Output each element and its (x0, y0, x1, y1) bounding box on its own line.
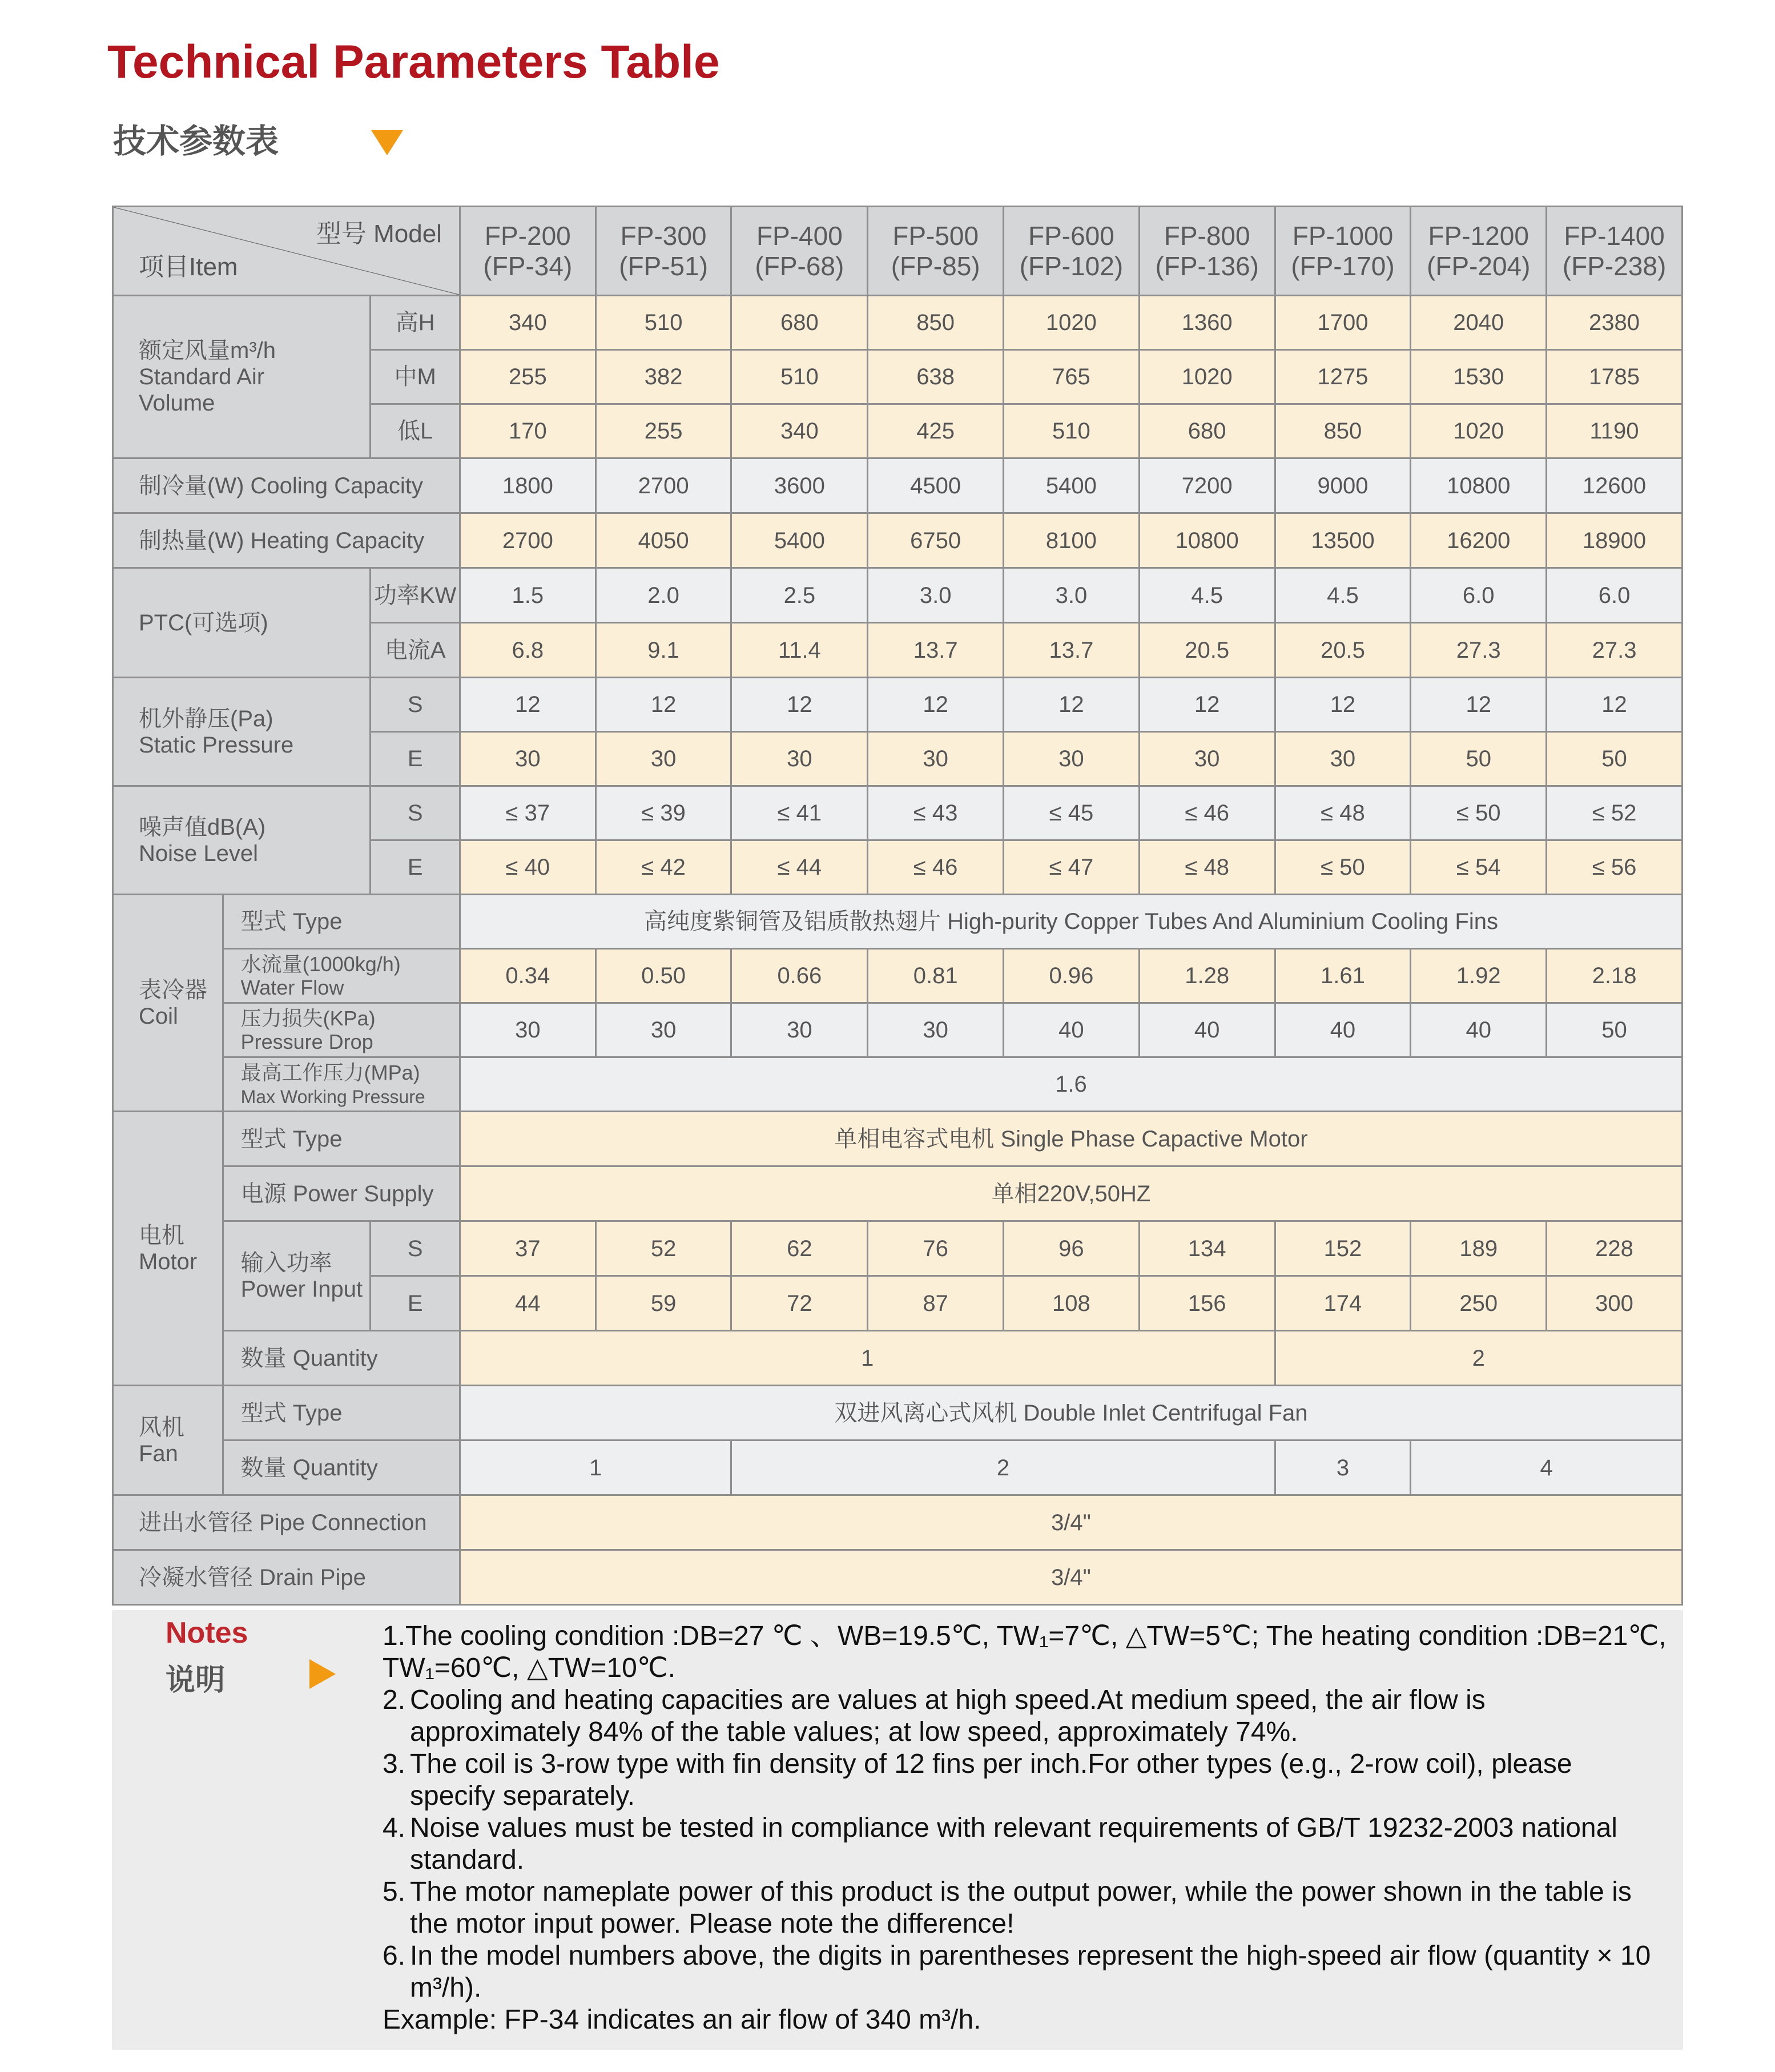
table-cell: 1 (460, 1441, 731, 1495)
table-cell: ≤ 54 (1411, 840, 1547, 895)
table-cell: 3 (1275, 1441, 1411, 1495)
table-cell: 30 (460, 1003, 595, 1057)
table-cell: 2.18 (1547, 949, 1683, 1003)
coil-type-value: 高纯度紫铜管及铝质散热翅片 High-purity Copper Tubes And Aluminium Cooling Fins (460, 895, 1682, 949)
table-cell: 2 (731, 1441, 1275, 1495)
table-cell: 0.34 (460, 949, 595, 1003)
table-cell: 7200 (1139, 458, 1275, 513)
power-supply-label: 电源 Power Supply (223, 1166, 460, 1221)
table-cell: ≤ 41 (731, 786, 868, 840)
table-cell: 30 (868, 1003, 1004, 1057)
table-cell: 1020 (1139, 350, 1275, 404)
table-cell: 30 (731, 732, 868, 786)
table-cell: 4 (1411, 1441, 1683, 1495)
table-cell: 108 (1004, 1276, 1140, 1331)
table-cell: 2700 (460, 513, 595, 568)
table-cell: 1020 (1004, 296, 1140, 350)
table-cell: 510 (731, 350, 868, 404)
model-header: FP-1000 (FP-170) (1275, 207, 1411, 296)
table-cell: 510 (1004, 404, 1140, 458)
table-cell: 1 (460, 1331, 1275, 1386)
table-cell: ≤ 48 (1139, 840, 1275, 895)
model-header: FP-300 (FP-51) (595, 207, 731, 296)
table-cell: 59 (595, 1276, 731, 1331)
table-cell: 156 (1139, 1276, 1275, 1331)
cooling-capacity-label: 制冷量(W) Cooling Capacity (113, 458, 460, 513)
table-cell: 20.5 (1139, 623, 1275, 678)
header-row (113, 207, 1683, 296)
table-cell: 2 (1275, 1331, 1682, 1386)
table-row (113, 1221, 1683, 1276)
pipe-connection-label: 进出水管径 Pipe Connection (113, 1495, 460, 1550)
table-row (113, 458, 1683, 513)
table-cell: ≤ 43 (868, 786, 1004, 840)
table-row (113, 1003, 1683, 1057)
table-cell: ≤ 46 (1139, 786, 1275, 840)
table-cell: 12 (1547, 678, 1683, 732)
table-cell: 1800 (460, 458, 595, 513)
model-header: FP-400 (FP-68) (731, 207, 868, 296)
table-cell: 62 (731, 1221, 868, 1276)
drain-pipe-label: 冷凝水管径 Drain Pipe (113, 1550, 460, 1605)
table-cell: 0.50 (595, 949, 731, 1003)
sub-label: S (371, 786, 460, 840)
table-cell: 9.1 (595, 623, 731, 678)
table-cell: 0.66 (731, 949, 868, 1003)
table-cell: 6750 (868, 513, 1004, 568)
motor-label: 电机 Motor (113, 1112, 223, 1386)
table-cell: 300 (1547, 1276, 1683, 1331)
table-cell: 5400 (731, 513, 868, 568)
table-cell: 76 (868, 1221, 1004, 1276)
table-cell: 1.61 (1275, 949, 1411, 1003)
static-pressure-label: 机外静压(Pa) Static Pressure (113, 678, 371, 786)
table-cell: 1020 (1411, 404, 1547, 458)
table-cell: 189 (1411, 1221, 1547, 1276)
coil-label: 表冷器 Coil (113, 895, 223, 1112)
table-cell: 1.5 (460, 568, 595, 623)
ptc-sub-label: 功率KW (371, 568, 460, 623)
table-cell: 2.5 (731, 568, 868, 623)
header-item-label: 项目Item (139, 253, 238, 281)
table-cell: 1.28 (1139, 949, 1275, 1003)
table-cell: 4.5 (1139, 568, 1275, 623)
note-item: 4. Noise values must be tested in compliance with relevant requirements of GB/T 19232-2003 national standard. (383, 1813, 1617, 1875)
header-corner (113, 207, 460, 296)
motor-type-label: 型式 Type (223, 1112, 460, 1166)
table-cell: 40 (1004, 1003, 1140, 1057)
noise-level-label: 噪声值dB(A) Noise Level (113, 786, 371, 895)
table-cell: 44 (460, 1276, 595, 1331)
table-cell: 12600 (1547, 458, 1683, 513)
notes-list (383, 1620, 1667, 2036)
table-cell: 152 (1275, 1221, 1411, 1276)
table-cell: 50 (1547, 732, 1683, 786)
motor-type-value: 单相电容式电机 Single Phase Capactive Motor (460, 1112, 1682, 1166)
table-cell: 228 (1547, 1221, 1683, 1276)
note-item: 6. In the model numbers above, the digits in parentheses represent the high-speed air flow (quantity × 10 m³/h). (383, 1941, 1651, 2003)
table-row (113, 513, 1683, 568)
table-cell: 340 (731, 404, 868, 458)
table-row (113, 1386, 1683, 1441)
table-cell: 12 (1411, 678, 1547, 732)
table-cell: 52 (595, 1221, 731, 1276)
air-volume-label: 额定风量m³/h Standard Air Volume (113, 296, 371, 458)
table-cell: 3.0 (868, 568, 1004, 623)
table-cell: 5400 (1004, 458, 1140, 513)
table-cell: 2040 (1411, 296, 1547, 350)
table-cell: 10800 (1411, 458, 1547, 513)
model-header: FP-1200 (FP-204) (1411, 207, 1547, 296)
table-cell: 4500 (868, 458, 1004, 513)
table-cell: 12 (731, 678, 868, 732)
table-cell: 765 (1004, 350, 1140, 404)
motor-quantity-label: 数量 Quantity (223, 1331, 460, 1386)
table-cell: 638 (868, 350, 1004, 404)
table-cell: ≤ 37 (460, 786, 595, 840)
table-cell: 30 (1275, 732, 1411, 786)
table-row (113, 786, 1683, 840)
table-cell: 1360 (1139, 296, 1275, 350)
pipe-connection-value: 3/4" (460, 1495, 1682, 1550)
table-cell: 382 (595, 350, 731, 404)
table-cell: 87 (868, 1276, 1004, 1331)
ptc-sub-label: 电流A (371, 623, 460, 678)
table-cell: 174 (1275, 1276, 1411, 1331)
table-row (113, 678, 1683, 732)
fan-type-value: 双进风离心式风机 Double Inlet Centrifugal Fan (460, 1386, 1682, 1441)
table-cell: 3.0 (1004, 568, 1140, 623)
sub-label: E (371, 732, 460, 786)
model-header: FP-200 (FP-34) (460, 207, 595, 296)
speed-label: 高H (371, 296, 460, 350)
table-cell: 680 (1139, 404, 1275, 458)
table-cell: 4.5 (1275, 568, 1411, 623)
table-cell: 12 (460, 678, 595, 732)
table-cell: 40 (1411, 1003, 1547, 1057)
table-cell: ≤ 42 (595, 840, 731, 895)
table-cell: 255 (595, 404, 731, 458)
sub-label: S (371, 1221, 460, 1276)
table-cell: ≤ 52 (1547, 786, 1683, 840)
table-cell: 2700 (595, 458, 731, 513)
table-cell: 9000 (1275, 458, 1411, 513)
table-cell: 850 (1275, 404, 1411, 458)
table-cell: 12 (1004, 678, 1140, 732)
table-cell: ≤ 39 (595, 786, 731, 840)
table-cell: 0.81 (868, 949, 1004, 1003)
table-cell: ≤ 56 (1547, 840, 1683, 895)
table-cell: 30 (595, 732, 731, 786)
table-cell: 1785 (1547, 350, 1683, 404)
table-cell: ≤ 46 (868, 840, 1004, 895)
table-cell: 1275 (1275, 350, 1411, 404)
table-cell: 680 (731, 296, 868, 350)
table-row (113, 1441, 1683, 1495)
table-cell: 170 (460, 404, 595, 458)
water-flow-label: 水流量(1000kg/h) Water Flow (223, 949, 460, 1003)
table-row (113, 1550, 1683, 1605)
table-cell: 96 (1004, 1221, 1140, 1276)
table-cell: ≤ 44 (731, 840, 868, 895)
parameters-table (112, 206, 1683, 1606)
table-cell: 27.3 (1411, 623, 1547, 678)
sub-label: E (371, 1276, 460, 1331)
table-cell: 1190 (1547, 404, 1683, 458)
notes-title: Notes (166, 1616, 248, 1649)
model-header: FP-1400 (FP-238) (1547, 207, 1683, 296)
table-cell: 30 (595, 1003, 731, 1057)
table-cell: 37 (460, 1221, 595, 1276)
table-cell: 10800 (1139, 513, 1275, 568)
table-cell: 2380 (1547, 296, 1683, 350)
table-cell: 425 (868, 404, 1004, 458)
table-cell: 6.8 (460, 623, 595, 678)
table-cell: 0.96 (1004, 949, 1140, 1003)
table-cell: 20.5 (1275, 623, 1411, 678)
table-cell: 13.7 (868, 623, 1004, 678)
table-cell: 12 (868, 678, 1004, 732)
fan-label: 风机 Fan (113, 1386, 223, 1495)
table-cell: ≤ 50 (1275, 840, 1411, 895)
table-row (113, 1166, 1683, 1221)
power-input-label: 输入功率 Power Input (223, 1221, 371, 1331)
fan-quantity-label: 数量 Quantity (223, 1441, 460, 1495)
table-cell: 50 (1411, 732, 1547, 786)
note-item: 5. The motor nameplate power of this product is the output power, while the power shown in the table is the motor input power. Please note the difference! (383, 1877, 1632, 1939)
max-pressure-label: 最高工作压力(MPa) Max Working Pressure (223, 1057, 460, 1112)
page-subtitle: 技术参数表 (113, 123, 279, 160)
table-cell: 1700 (1275, 296, 1411, 350)
table-cell: 40 (1275, 1003, 1411, 1057)
table-cell: 30 (731, 1003, 868, 1057)
sub-label: S (371, 678, 460, 732)
model-header: FP-800 (FP-136) (1139, 207, 1275, 296)
table-cell: 72 (731, 1276, 868, 1331)
triangle-down-icon (371, 130, 403, 155)
table-cell: ≤ 50 (1411, 786, 1547, 840)
note-item: 2. Cooling and heating capacities are values at high speed.At medium speed, the air flow is approximately 84% of the table values; at low speed, approximately 74%. (383, 1685, 1486, 1747)
table-cell: 30 (460, 732, 595, 786)
table-cell: 27.3 (1547, 623, 1683, 678)
table-cell: 340 (460, 296, 595, 350)
table-row (113, 568, 1683, 623)
coil-type-label: 型式 Type (223, 895, 460, 949)
table-cell: ≤ 40 (460, 840, 595, 895)
table-cell: ≤ 48 (1275, 786, 1411, 840)
table-cell: 30 (1139, 732, 1275, 786)
table-cell: 12 (1139, 678, 1275, 732)
table-cell: 11.4 (731, 623, 868, 678)
pressure-drop-label: 压力损失(KPa) Pressure Drop (223, 1003, 460, 1057)
table-cell: 6.0 (1547, 568, 1683, 623)
table-row (113, 1057, 1683, 1112)
table-cell: 18900 (1547, 513, 1683, 568)
table-cell: 8100 (1004, 513, 1140, 568)
table-cell: 510 (595, 296, 731, 350)
table-cell: 1.92 (1411, 949, 1547, 1003)
speed-label: 低L (371, 404, 460, 458)
sub-label: E (371, 840, 460, 895)
max-pressure-value: 1.6 (460, 1057, 1682, 1112)
header-model-label: 型号 Model (316, 220, 442, 248)
table-row (113, 1331, 1683, 1386)
table-cell: 13.7 (1004, 623, 1140, 678)
table-row (113, 1112, 1683, 1166)
table-cell: 1530 (1411, 350, 1547, 404)
table-cell: 30 (1004, 732, 1140, 786)
note-example: Example: FP-34 indicates an air flow of 340 m³/h. (383, 2005, 981, 2035)
table-cell: 255 (460, 350, 595, 404)
table-cell: 30 (868, 732, 1004, 786)
table-cell: 3600 (731, 458, 868, 513)
model-header: FP-600 (FP-102) (1004, 207, 1140, 296)
table-row (113, 895, 1683, 949)
table-cell: 40 (1139, 1003, 1275, 1057)
model-header: FP-500 (FP-85) (868, 207, 1004, 296)
table-cell: ≤ 45 (1004, 786, 1140, 840)
notes-title-cn: 说明 (166, 1664, 226, 1697)
table-cell: 13500 (1275, 513, 1411, 568)
table-cell: 16200 (1411, 513, 1547, 568)
table-cell: 4050 (595, 513, 731, 568)
note-item: 1.The cooling condition :DB=27 ℃ 、WB=19.5℃, TW₁=7℃, △TW=5℃; The heating condition :DB=21℃, TW₁=60℃, △TW=10℃. (383, 1621, 1667, 1683)
table-row (113, 1495, 1683, 1550)
heating-capacity-label: 制热量(W) Heating Capacity (113, 513, 460, 568)
page-title: Technical Parameters Table (107, 36, 720, 88)
table-cell: 12 (595, 678, 731, 732)
triangle-right-icon (309, 1659, 336, 1689)
table-cell: 850 (868, 296, 1004, 350)
table-cell: 12 (1275, 678, 1411, 732)
table-cell: 6.0 (1411, 568, 1547, 623)
fan-type-label: 型式 Type (223, 1386, 460, 1441)
note-item: 3. The coil is 3-row type with fin density of 12 fins per inch.For other types (e.g., 2-row coil), please specify separately. (383, 1749, 1572, 1811)
table-cell: ≤ 47 (1004, 840, 1140, 895)
speed-label: 中M (371, 350, 460, 404)
table-row (113, 296, 1683, 350)
power-supply-value: 单相220V,50HZ (460, 1166, 1682, 1221)
table-cell: 50 (1547, 1003, 1683, 1057)
table-cell: 250 (1411, 1276, 1547, 1331)
table-row (113, 949, 1683, 1003)
drain-pipe-value: 3/4" (460, 1550, 1682, 1605)
table-cell: 134 (1139, 1221, 1275, 1276)
ptc-label: PTC(可选项) (113, 568, 371, 678)
table-cell: 2.0 (595, 568, 731, 623)
